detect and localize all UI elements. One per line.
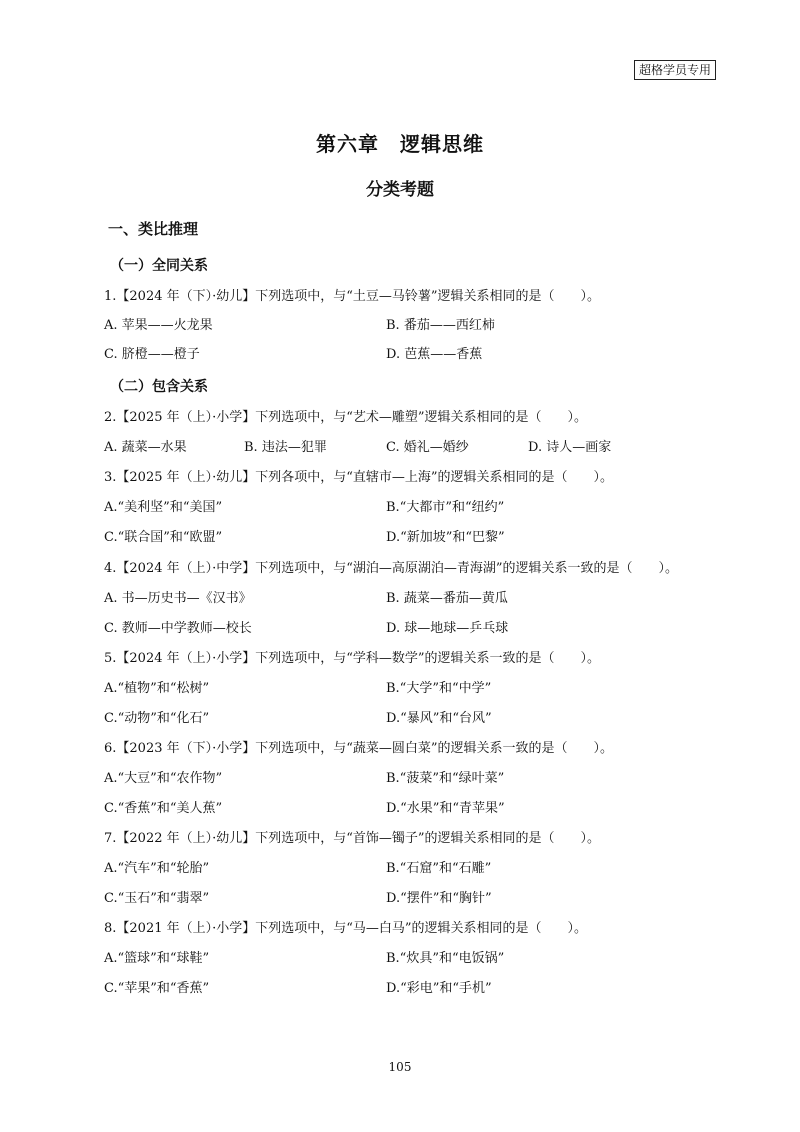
question-1-stem: 1.【2024 年（下）·幼儿】下列选项中，与“土豆—马铃薯”逻辑关系相同的是（ ）。 — [104, 289, 601, 304]
subheading-inclusion-relation: （二）包含关系 — [110, 379, 208, 395]
question-1-option-c: C. 脐橙——橙子 — [104, 347, 200, 362]
question-4-stem: 4.【2024 年（上）·中学】下列选项中，与“湖泊—高原湖泊—青海湖”的逻辑关系一致的是（ ）。 — [104, 561, 679, 576]
question-6-option-c: C.“香蕉”和“美人蕉” — [104, 801, 223, 816]
question-8-stem: 8.【2021 年（上）·小学】下列选项中，与“马—白马”的逻辑关系相同的是（ ）。 — [104, 921, 588, 936]
question-6-option-a: A.“大豆”和“农作物” — [104, 771, 223, 786]
question-2-option-b: B. 违法—犯罪 — [244, 440, 327, 455]
question-4-option-c: C. 教师—中学教师—校长 — [104, 621, 252, 636]
question-5-stem: 5.【2024 年（上）·小学】下列选项中，与“学科—数学”的逻辑关系一致的是（ ）。 — [104, 651, 601, 666]
question-5-option-a: A.“植物”和“松树” — [104, 681, 210, 696]
exclusive-badge: 超格学员专用 — [634, 60, 716, 80]
question-6-option-d: D.“水果”和“青苹果” — [386, 801, 505, 816]
chapter-title: 第六章 逻辑思维 — [316, 132, 484, 156]
question-8-option-c: C.“苹果”和“香蕉” — [104, 981, 210, 996]
question-6-stem: 6.【2023 年（下）·小学】下列选项中，与“蔬菜—圆白菜”的逻辑关系一致的是（ ）。 — [104, 741, 614, 756]
question-5-option-d: D.“暴风”和“台风” — [386, 711, 492, 726]
question-2-option-d: D. 诗人—画家 — [528, 440, 612, 455]
question-3-option-c: C.“联合国”和“欧盟” — [104, 530, 223, 545]
question-3-stem: 3.【2025 年（上）·幼儿】下列各项中，与“直辖市—上海”的逻辑关系相同的是（ ）。 — [104, 470, 614, 485]
part-heading-analogy: 一、类比推理 — [108, 220, 199, 238]
question-4-option-d: D. 球—地球—乒乓球 — [386, 621, 509, 636]
question-7-option-b: B.“石窟”和“石雕” — [386, 861, 492, 876]
question-7-stem: 7.【2022 年（上）·幼儿】下列选项中，与“首饰—镯子”的逻辑关系相同的是（ ）。 — [104, 831, 601, 846]
question-5-option-b: B.“大学”和“中学” — [386, 681, 492, 696]
section-title: 分类考题 — [366, 180, 434, 200]
question-1-option-b: B. 番茄——西红柿 — [386, 318, 495, 333]
subheading-identical-relation: （一）全同关系 — [110, 258, 208, 274]
question-4-option-a: A. 书—历史书—《汉书》 — [104, 591, 252, 606]
question-1-option-a: A. 苹果——火龙果 — [104, 318, 213, 333]
question-3-option-d: D.“新加坡”和“巴黎” — [386, 530, 505, 545]
question-5-option-c: C.“动物”和“化石” — [104, 711, 210, 726]
question-8-option-d: D.“彩电”和“手机” — [386, 981, 492, 996]
question-3-option-b: B.“大都市”和“纽约” — [386, 500, 505, 515]
question-7-option-d: D.“摆件”和“胸针” — [386, 891, 492, 906]
question-8-option-b: B.“炊具”和“电饭锅” — [386, 951, 505, 966]
question-2-option-c: C. 婚礼—婚纱 — [386, 440, 469, 455]
question-4-option-b: B. 蔬菜—番茄—黄瓜 — [386, 591, 508, 606]
question-6-option-b: B.“菠菜”和“绿叶菜” — [386, 771, 505, 786]
question-1-option-d: D. 芭蕉——香蕉 — [386, 347, 483, 362]
question-7-option-c: C.“玉石”和“翡翠” — [104, 891, 210, 906]
page-number: 105 — [388, 1060, 412, 1074]
question-8-option-a: A.“篮球”和“球鞋” — [104, 951, 210, 966]
question-3-option-a: A.“美利坚”和“美国” — [104, 500, 223, 515]
question-2-stem: 2.【2025 年（上）·小学】下列选项中，与“艺术—雕塑”逻辑关系相同的是（ ）。 — [104, 410, 588, 425]
question-2-option-a: A. 蔬菜—水果 — [104, 440, 187, 455]
question-7-option-a: A.“汽车”和“轮胎” — [104, 861, 210, 876]
